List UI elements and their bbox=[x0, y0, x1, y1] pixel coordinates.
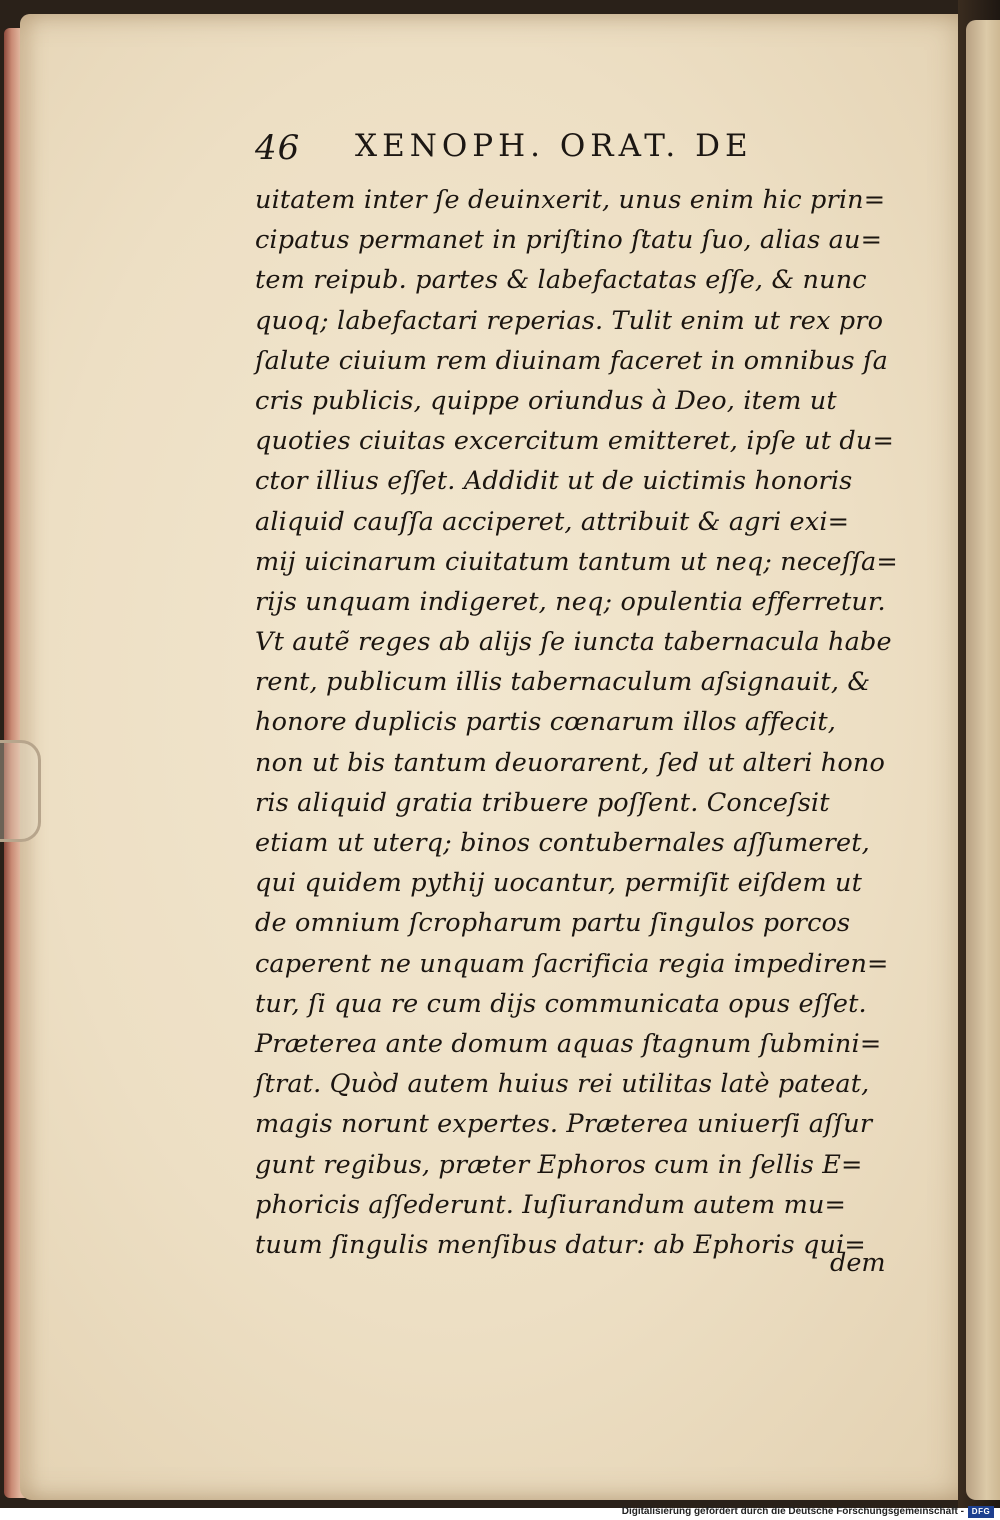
text-line: honore duplicis partis cœnarum illos affecit, bbox=[255, 707, 836, 738]
text-line: gunt regibus, præter Ephoros cum in ſellis E= bbox=[255, 1149, 863, 1180]
text-line: mij uicinarum ciuitatum tantum ut neq; neceſſa= bbox=[255, 546, 898, 577]
facing-page-edge bbox=[966, 20, 1000, 1500]
dfg-logo: DFG bbox=[968, 1506, 994, 1518]
text-line: ctor illius eſſet. Addidit ut de uictimis honoris bbox=[255, 466, 853, 497]
text-line: rent, publicum illis tabernaculum aſsignauit, & bbox=[255, 667, 871, 698]
text-line: caperent ne unquam ſacrificia regia impediren= bbox=[255, 948, 889, 979]
body-text bbox=[255, 180, 898, 1265]
page-number: 46 bbox=[255, 128, 301, 168]
text-line: quoties ciuitas excercitum emitteret, ipſe ut du= bbox=[255, 426, 894, 457]
text-line: qui quidem pythij uocantur, permiſit eiſdem ut bbox=[255, 868, 862, 899]
text-line: tuum ſingulis menſibus datur: ab Ephoris qui= bbox=[255, 1229, 866, 1260]
text-line: phoricis aſſederunt. Iuſiurandum autem mu= bbox=[255, 1189, 847, 1220]
digitization-footer bbox=[0, 1508, 1000, 1520]
text-line: ſalute ciuium rem diuinam faceret in omnibus ſa bbox=[255, 345, 888, 376]
text-line: Præterea ante domum aquas ſtagnum ſubmini= bbox=[255, 1028, 882, 1059]
text-line: ris aliquid gratia tribuere poſſent. Conceſsit bbox=[255, 787, 830, 818]
text-line: non ut bis tantum deuorarent, ſed ut alteri hono bbox=[255, 747, 885, 778]
text-line: magis norunt expertes. Præterea uniuerſi aſſur bbox=[255, 1109, 873, 1140]
text-line: cris publicis, quippe oriundus à Deo, item ut bbox=[255, 385, 837, 416]
text-line: etiam ut uterq; binos contubernales aſſumeret, bbox=[255, 828, 870, 858]
running-title: XENOPH. ORAT. DE bbox=[355, 128, 753, 164]
text-line: uitatem inter ſe deuinxerit, unus enim hic prin= bbox=[255, 185, 886, 215]
text-line: tem reipub. partes & labefactatas eſſe, & nunc bbox=[255, 265, 867, 296]
text-line: quoq; labefactari reperias. Tulit enim ut rex pro bbox=[255, 305, 884, 336]
text-line: aliquid cauſſa acciperet, attribuit & agri exi= bbox=[255, 506, 850, 537]
funding-notice: Digitalisierung gefördert durch die Deutsche Forschungsgemeinschaft - bbox=[621, 1506, 964, 1517]
page-header bbox=[255, 128, 815, 168]
text-line: tur, ſi qua re cum dijs communicata opus eſſet. bbox=[255, 988, 867, 1019]
catchword: dem bbox=[830, 1248, 886, 1278]
page-clip bbox=[0, 740, 41, 842]
text-line: ſtrat. Quòd autem huius rei utilitas latè pateat, bbox=[255, 1069, 870, 1100]
text-line: Vt autẽ reges ab alijs ſe iuncta tabernacula habe bbox=[255, 627, 892, 658]
text-line: rijs unquam indigeret, neq; opulentia efferretur. bbox=[255, 586, 886, 617]
text-line: cipatus permanet in priſtino ſtatu ſuo, alias au= bbox=[255, 225, 883, 256]
text-line: de omnium ſcropharum partu ſingulos porcos bbox=[255, 908, 851, 939]
